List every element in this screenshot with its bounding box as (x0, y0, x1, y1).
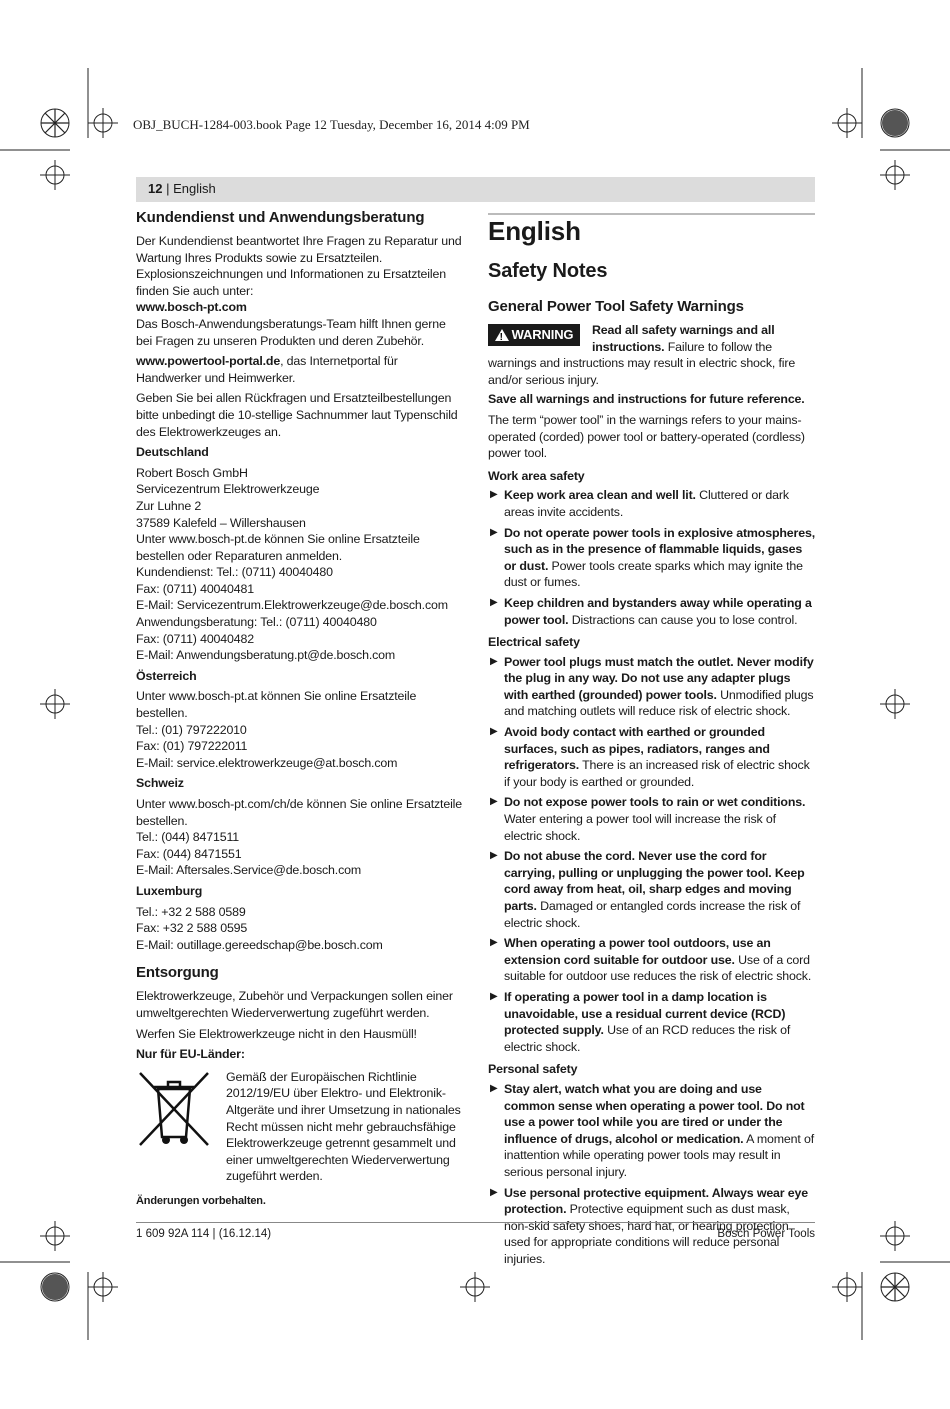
save-instructions: Save all warnings and instructions for future reference. (488, 392, 805, 407)
safety-item: ▶ Do not expose power tools to rain or wet conditions. Water entering a power tool will increase the risk of electric shock. (490, 795, 806, 843)
luxembourg-contact (136, 904, 463, 954)
contact-line: Tel.: (01) 797222010 (136, 722, 247, 737)
weee-block (136, 1069, 463, 1185)
portal-url: www.powertool-portal.de (136, 354, 281, 369)
left-column (136, 208, 463, 1213)
section-title: Electrical safety (488, 635, 580, 650)
contact-line: E-Mail: Servicezentrum.Elektrowerkzeuge@de.bosch.com (136, 598, 448, 613)
safety-item: ▶ Power tool plugs must match the outlet. Never modify the plug in any way. Do not use any adapter plugs with earthed (grounded) power tools. Unmodified plugs and matching outlets will reduce risk of electric shock. (490, 654, 814, 719)
bullet-arrow-icon: ▶ (490, 526, 498, 538)
section-title: Work area safety (488, 468, 585, 483)
contact-line: Servicezentrum Elektrowerkzeuge (136, 482, 320, 497)
bullet-arrow-icon: ▶ (490, 489, 498, 501)
eu-directive-text: Gemäß der Europäischen Richtlinie 2012/19/EU über Elektro- und Elektronik-Altgeräte und ihrer Umsetzung in nationales Recht müssen nicht mehr gebrauchsfähige Elektrowerkzeuge getrennt gesammelt und einer umweltgerechten Wiederverwertung zugeführt werden. (226, 1069, 461, 1184)
contact-line: Fax: (01) 797222011 (136, 739, 248, 754)
safety-item: ▶ If operating a power tool in a damp location is unavoidable, use a residual current device (RCD) protected supply. Use of an RCD reduces the risk of electric shock. (490, 989, 791, 1054)
bullet-arrow-icon: ▶ (490, 1082, 498, 1094)
part-number-paragraph: Geben Sie bei allen Rückfragen und Ersatzteilbestellungen bitte unbedingt die 10-stellige Sachnummer laut Typenschild des Elektrowerkzeuges an. (136, 391, 458, 439)
safety-item: ▶ Keep children and bystanders away while operating a power tool. Distractions can cause you to lose control. (490, 595, 812, 627)
warning-label: WARNING (511, 326, 574, 342)
safety-item: ▶ Do not abuse the cord. Never use the cord for carrying, pulling or unplugging the power tool. Keep cord away from heat, oil, sharp edges and moving parts. Damaged or entangled cords increase the risk of electric shock. (490, 849, 805, 930)
changes-note: Änderungen vorbehalten. (136, 1194, 266, 1207)
warning-intro: ! WARNING Read all safety warnings and all instructions. Failure to follow the warnings and instructions may result in electric shock, fire and/or serious injury. (488, 323, 796, 387)
contact-line: Kundendienst: Tel.: (0711) 40040480 (136, 565, 333, 580)
contact-line: Fax: +32 2 588 0595 (136, 921, 248, 936)
contact-line: Zur Luhne 2 (136, 498, 202, 513)
contact-line: Fax: (0711) 40040481 (136, 581, 255, 596)
disposal-paragraph: Elektrowerkzeuge, Zubehör und Verpackungen sollen einer umweltgerechten Wiederverwertung zugeführt werden. (136, 989, 453, 1020)
print-header: OBJ_BUCH-1284-003.book Page 12 Tuesday, December 16, 2014 4:09 PM (133, 117, 530, 132)
service-paragraph: Der Kundendienst beantwortet Ihre Fragen zu Reparatur und Wartung Ihres Produkts sowie zu Ersatzteilen. Explosionszeichnungen und Informationen zu Ersatzteilen finden Sie auch unter: www.bosch-pt.com Das Bosch-Anwendungsberatungs-Team hilft Ihnen gerne bei Fragen zu unseren Produkten und deren Zubehör. (136, 234, 462, 348)
bullet-arrow-icon: ▶ (490, 937, 498, 949)
portal-paragraph: www.powertool-portal.de, das Internetportal für Handwerker und Heimwerker. (136, 354, 398, 385)
page-language: English (173, 181, 216, 196)
bullet-arrow-icon: ▶ (490, 726, 498, 738)
power-tool-term: The term “power tool” in the warnings refers to your mains-operated (corded) power tool or battery-operated (cordless) power tool. (488, 412, 805, 461)
contact-line: E-Mail: Aftersales.Service@de.bosch.com (136, 863, 362, 878)
footer-brand: Bosch Power Tools (717, 1228, 815, 1240)
contact-line: Tel.: +32 2 588 0589 (136, 904, 246, 919)
warning-badge (488, 324, 580, 346)
disposal-heading: Entsorgung (136, 964, 219, 982)
safety-list (488, 654, 815, 1056)
contact-line: Anwendungsberatung: Tel.: (0711) 40040480 (136, 615, 377, 630)
service-heading: Kundendienst und Anwendungsberatung (136, 209, 425, 226)
contact-line: E-Mail: outillage.gereedschap@be.bosch.com (136, 937, 383, 952)
safety-item: ▶ Stay alert, watch what you are doing and use common sense when operating a power tool. Do not use a power tool while you are tired or under the influence of drugs, alcohol or medication. A moment of inattention while operating power tools may result in serious personal injury. (490, 1081, 815, 1179)
germany-title: Deutschland (136, 445, 209, 460)
contact-line: Fax: (0711) 40040482 (136, 631, 255, 646)
bullet-arrow-icon: ▶ (490, 596, 498, 608)
contact-line: Unter www.bosch-pt.at können Sie online Ersatzteile bestellen. (136, 689, 417, 721)
safety-item: ▶ Do not operate power tools in explosive atmospheres, such as in the presence of flammable liquids, gases or dust. Power tools create sparks which may ignite the dust or fumes. (490, 525, 815, 590)
germany-contact (136, 465, 463, 664)
contact-line: 37589 Kalefeld – Willershausen (136, 515, 306, 530)
contact-line: Unter www.bosch-pt.com/ch/de können Sie online Ersatzteile bestellen. (136, 797, 463, 828)
page-header: 12 | English (148, 181, 216, 196)
eu-title: Nur für EU-Länder: (136, 1047, 245, 1062)
contact-line: Tel.: (044) 8471511 (136, 830, 240, 845)
safety-notes-heading: Safety Notes (488, 260, 608, 282)
austria-title: Österreich (136, 668, 197, 683)
safety-item: ▶ Use personal protective equipment. Always wear eye protection. Protective equipment such as dust mask, non-skid safety shoes, hard hat, or hearing protection used for appropriate conditions will reduce personal injuries. (490, 1185, 808, 1266)
contact-line: E-Mail: Anwendungsberatung.pt@de.bosch.com (136, 648, 396, 663)
page-number: 12 (148, 181, 163, 196)
household-waste-paragraph: Werfen Sie Elektrowerkzeuge nicht in den Hausmüll! (136, 1026, 417, 1041)
language-title: English (488, 216, 581, 246)
contact-line: Unter www.bosch-pt.de können Sie online Ersatzteile bestellen oder Reparaturen anmelden. (136, 532, 420, 563)
safety-item: ▶ Avoid body contact with earthed or grounded surfaces, such as pipes, radiators, ranges and refrigerators. There is an increased risk of electric shock if your body is earthed or grounded. (490, 725, 810, 789)
contact-line: E-Mail: service.elektrowerkzeuge@at.bosch.com (136, 755, 398, 770)
bullet-arrow-icon: ▶ (490, 850, 498, 862)
bullet-arrow-icon: ▶ (490, 1186, 498, 1198)
luxembourg-title: Luxemburg (136, 883, 203, 898)
safety-list (488, 487, 815, 628)
bullet-arrow-icon: ▶ (490, 796, 498, 808)
bullet-arrow-icon: ▶ (490, 990, 498, 1002)
safety-item: ▶ When operating a power tool outdoors, use an extension cord suitable for outdoor use. Use of a cord suitable for outdoor use reduces the risk of electric shock. (490, 936, 812, 984)
service-url: www.bosch-pt.com (136, 300, 247, 315)
page-footer (136, 1222, 815, 1240)
footer-doc-number: 1 609 92A 114 | (16.12.14) (136, 1228, 272, 1240)
right-column (488, 208, 815, 1271)
warning-triangle-icon: ! (495, 329, 509, 341)
crossed-bin-icon (136, 1069, 212, 1149)
switzerland-contact (136, 796, 463, 879)
contact-line: Robert Bosch GmbH (136, 465, 248, 480)
general-warnings-heading: General Power Tool Safety Warnings (488, 298, 744, 315)
section-title: Personal safety (488, 1062, 578, 1077)
contact-line: Fax: (044) 8471551 (136, 846, 242, 861)
page-header-bar (136, 177, 815, 202)
safety-item: ▶ Keep work area clean and well lit. Cluttered or dark areas invite accidents. (490, 488, 789, 519)
austria-contact (136, 688, 463, 771)
safety-sections (488, 468, 815, 1268)
bullet-arrow-icon: ▶ (490, 655, 498, 667)
switzerland-title: Schweiz (136, 776, 184, 791)
